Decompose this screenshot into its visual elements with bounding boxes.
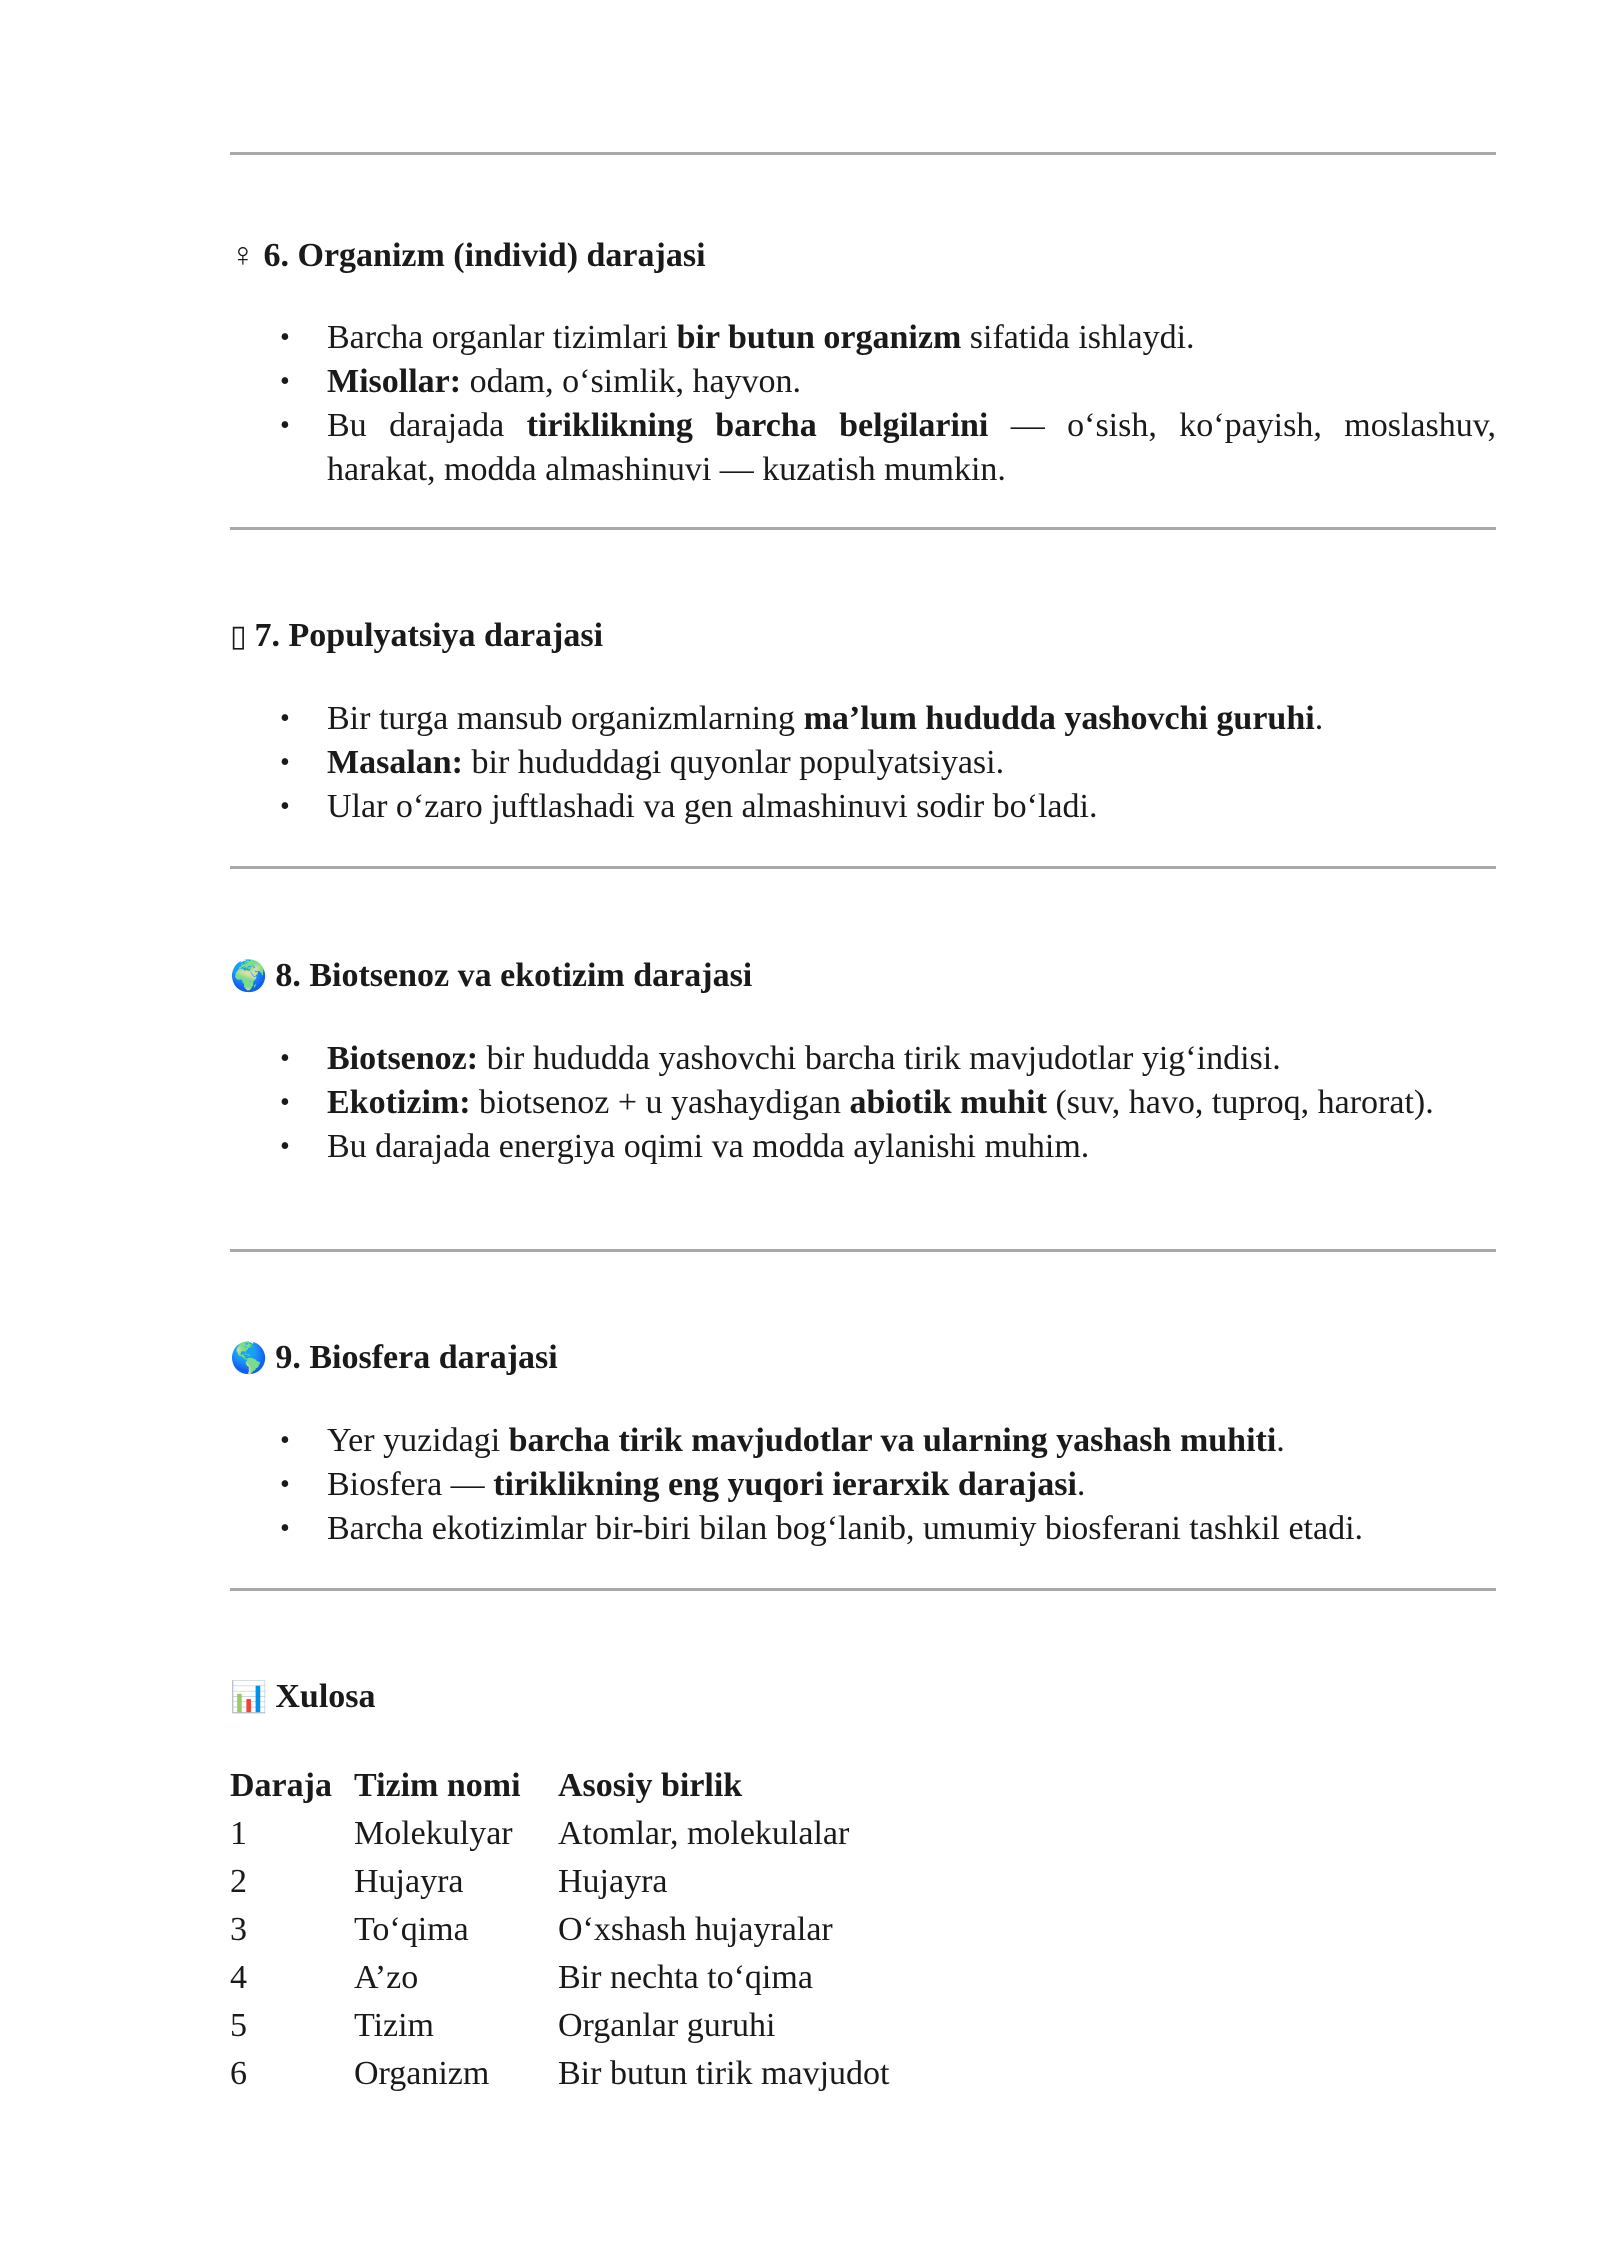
- list-item: • Ekotizim: biotsenoz + u yashaydigan abiotik muhit (suv, havo, tuproq, harorat).: [230, 1081, 1496, 1125]
- table-cell: Organizm: [354, 2055, 490, 2092]
- table-cell: 1: [230, 1815, 247, 1852]
- section-list-organizm: [230, 316, 1496, 492]
- list-item: • Ular o‘zaro juftlashadi va gen almashinuvi sodir bo‘ladi.: [230, 785, 1496, 829]
- horizontal-rule: [230, 1249, 1496, 1252]
- section-list-biotsenoz: [230, 1037, 1496, 1169]
- missing-glyph-icon: ▯: [230, 619, 247, 654]
- table-row: [230, 1810, 903, 1858]
- female-sign-icon: ♀: [230, 237, 256, 274]
- list-item: • Bu darajada tiriklikning barcha belgilarini — o‘sish, ko‘payish, moslashuv, harakat, modda almashinuvi — kuzatish mumkin.: [230, 404, 1496, 492]
- list-item: • Bu darajada energiya oqimi va modda aylanishi muhim.: [230, 1125, 1496, 1169]
- section-heading-biosfera: 🌎 9. Biosfera darajasi: [230, 1336, 558, 1381]
- table-cell: A’zo: [354, 1959, 419, 1996]
- table-header-row: [230, 1762, 903, 1810]
- table-cell: O‘xshash hujayralar: [558, 1911, 833, 1948]
- summary-heading: 📊 Xulosa: [230, 1675, 376, 1720]
- table-row: [230, 2002, 903, 2050]
- table-cell: Molekulyar: [354, 1815, 513, 1852]
- list-item: • Biosfera — tiriklikning eng yuqori ierarxik darajasi.: [230, 1463, 1496, 1507]
- table-cell: Atomlar, molekulalar: [558, 1815, 850, 1852]
- table-cell: To‘qima: [354, 1911, 469, 1948]
- column-header: Asosiy birlik: [558, 1767, 743, 1804]
- bar-chart-icon: 📊: [230, 1680, 268, 1715]
- table-cell: Tizim: [354, 2007, 435, 2044]
- list-item: • Misollar: odam, o‘simlik, hayvon.: [230, 360, 1496, 404]
- section-list-populyatsiya: [230, 697, 1496, 829]
- table-cell: 6: [230, 2055, 247, 2092]
- table-cell: 4: [230, 1959, 247, 1996]
- section-list-biosfera: [230, 1419, 1496, 1551]
- globe-americas-icon: 🌎: [230, 1341, 268, 1376]
- table-cell: Organlar guruhi: [558, 2007, 776, 2044]
- list-item: • Masalan: bir hududdagi quyonlar populyatsiyasi.: [230, 741, 1496, 785]
- table-cell: 2: [230, 1863, 247, 1900]
- table-cell: Hujayra: [558, 1863, 668, 1900]
- table-cell: Bir nechta to‘qima: [558, 1959, 813, 1996]
- section-heading-organizm: ♀ 6. Organizm (individ) darajasi: [230, 234, 706, 278]
- horizontal-rule: [230, 527, 1496, 530]
- summary-table: [230, 1762, 903, 2098]
- list-item: • Barcha ekotizimlar bir-biri bilan bog‘lanib, umumiy biosferani tashkil etadi.: [230, 1507, 1496, 1551]
- section-heading-populyatsiya: ▯ 7. Populyatsiya darajasi: [230, 614, 603, 659]
- horizontal-rule: [230, 152, 1496, 155]
- table-row: [230, 1858, 903, 1906]
- list-item: • Barcha organlar tizimlari bir butun organizm sifatida ishlaydi.: [230, 316, 1496, 360]
- list-item: • Yer yuzidagi barcha tirik mavjudotlar va ularning yashash muhiti.: [230, 1419, 1496, 1463]
- globe-africa-icon: 🌍: [230, 959, 268, 994]
- table-cell: Hujayra: [354, 1863, 464, 1900]
- column-header: Tizim nomi: [354, 1767, 521, 1804]
- table-cell: 3: [230, 1911, 247, 1948]
- list-item: • Biotsenoz: bir hududda yashovchi barcha tirik mavjudotlar yig‘indisi.: [230, 1037, 1496, 1081]
- horizontal-rule: [230, 866, 1496, 869]
- table-cell: Bir butun tirik mavjudot: [558, 2055, 890, 2092]
- table-row: [230, 2050, 903, 2098]
- column-header: Daraja: [230, 1767, 332, 1804]
- table-row: [230, 1906, 903, 1954]
- table-row: [230, 1954, 903, 2002]
- table-cell: 5: [230, 2007, 247, 2044]
- section-heading-biotsenoz: 🌍 8. Biotsenoz va ekotizim darajasi: [230, 954, 752, 999]
- list-item: • Bir turga mansub organizmlarning ma’lum hududda yashovchi guruhi.: [230, 697, 1496, 741]
- horizontal-rule: [230, 1588, 1496, 1591]
